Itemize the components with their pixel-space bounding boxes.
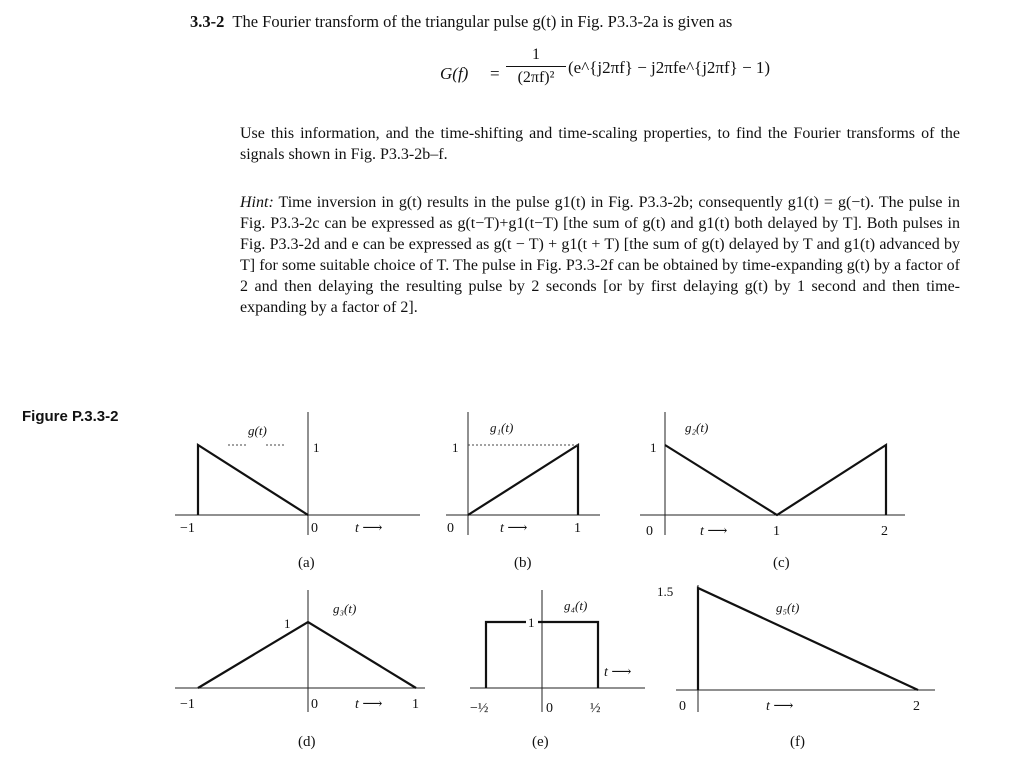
panel-b-title: g₁(t) (490, 420, 514, 435)
panel-d-tick-neg1: −1 (180, 697, 195, 712)
panel-c-tick-1: 1 (773, 524, 780, 539)
panel-b-tick-1: 1 (574, 521, 581, 536)
panel-f-tick-0: 0 (679, 699, 686, 714)
equation-rhs: (e^{j2πf} − j2πfe^{j2πf} − 1) (568, 58, 771, 77)
hint-text: Time inversion in g(t) results in the pulse g1(t) in Fig. P3.3-2b; consequently g1(t) = g(−t). The pulse in Fig. P3.3-2c can be expressed as g(t−T)+g1(t−T) [the sum of g(t) and g1(t) both delayed by T]. Both pulses in Fig. P3.3-2d and e can be expressed as g(t − T) + g1(t + T) [the sum of g(t) delayed by T and g1(t) advanced by T] for some suitable choice of T. The pulse in Fig. P3.3-2f can be obtained by time-expanding g(t) by a factor of 2 and then delaying the resulting pulse by 2 seconds [or by first delaying g(t) by 1 second and then time-expanding by a factor of 2]. (240, 194, 960, 316)
panel-f-axis-label: t ⟶ (766, 699, 794, 714)
panel-e-tick-height: 1 (528, 615, 535, 630)
panel-a-caption: (a) (298, 555, 315, 571)
panel-a-tick-0: 0 (311, 521, 318, 536)
panel-f (657, 584, 935, 750)
panel-e-signal-right (538, 622, 598, 688)
panel-e-tick-neg-half: −½ (470, 701, 489, 716)
figure-label: Figure P.3.3-2 (22, 408, 119, 425)
panel-e-axis-label: t ⟶ (604, 665, 632, 680)
panel-c-axis-label: t ⟶ (700, 524, 728, 539)
panel-c-tick-0: 0 (646, 524, 653, 539)
panel-a (175, 412, 420, 571)
panel-b (446, 412, 600, 571)
panel-c-caption: (c) (773, 555, 790, 571)
panel-a-signal (198, 445, 308, 515)
panel-a-axis-label: t ⟶ (355, 521, 383, 536)
panel-c-tick-height: 1 (650, 440, 657, 455)
panel-c (640, 412, 905, 571)
panel-d-tick-height: 1 (284, 616, 291, 631)
panel-b-tick-height: 1 (452, 440, 459, 455)
panel-b-axis-label: t ⟶ (500, 521, 528, 536)
panel-e-tick-pos-half: ½ (590, 701, 601, 716)
panel-d-axis-label: t ⟶ (355, 697, 383, 712)
panel-b-signal (468, 445, 578, 515)
panel-b-tick-0: 0 (447, 521, 454, 536)
panel-e (470, 590, 645, 750)
panel-f-title: g₅(t) (776, 600, 800, 615)
panel-f-signal (698, 588, 918, 690)
panel-a-tick-neg1: −1 (180, 521, 195, 536)
problem-number: 3.3-2 (190, 12, 225, 31)
panel-f-tick-2: 2 (913, 699, 920, 714)
panel-c-title: g₂(t) (685, 420, 709, 435)
equation-equals: = (490, 64, 500, 83)
hint-label: Hint: (240, 194, 274, 211)
equation-denominator: (2πf)² (517, 69, 555, 86)
panel-d-tick-1: 1 (412, 697, 419, 712)
panel-d-tick-0: 0 (311, 697, 318, 712)
equation-lhs: G(f) (440, 64, 469, 83)
equation-numerator: 1 (532, 46, 540, 63)
panel-e-caption: (e) (532, 734, 549, 750)
panel-f-tick-height: 1.5 (657, 584, 674, 599)
panel-a-title: g(t) (248, 423, 267, 438)
panel-e-signal-left (486, 622, 526, 688)
instruction-paragraph: Use this information, and the time-shifting and time-scaling properties, to find the Fourier transforms of the signals shown in Fig. P3.3-2b–f. (240, 125, 960, 163)
panel-f-caption: (f) (790, 734, 805, 750)
panel-d-title: g₃(t) (333, 601, 357, 616)
panel-b-caption: (b) (514, 555, 532, 571)
panel-d-caption: (d) (298, 734, 316, 750)
panel-e-title: g₄(t) (564, 598, 588, 613)
panel-e-tick-0: 0 (546, 701, 553, 716)
panel-d (175, 590, 425, 750)
panel-a-tick-1: 1 (313, 440, 320, 455)
problem-intro: The Fourier transform of the triangular pulse g(t) in Fig. P3.3-2a is given as (232, 12, 733, 31)
panel-c-tick-2: 2 (881, 524, 888, 539)
panel-c-signal (665, 445, 886, 515)
panel-d-signal (198, 622, 416, 688)
